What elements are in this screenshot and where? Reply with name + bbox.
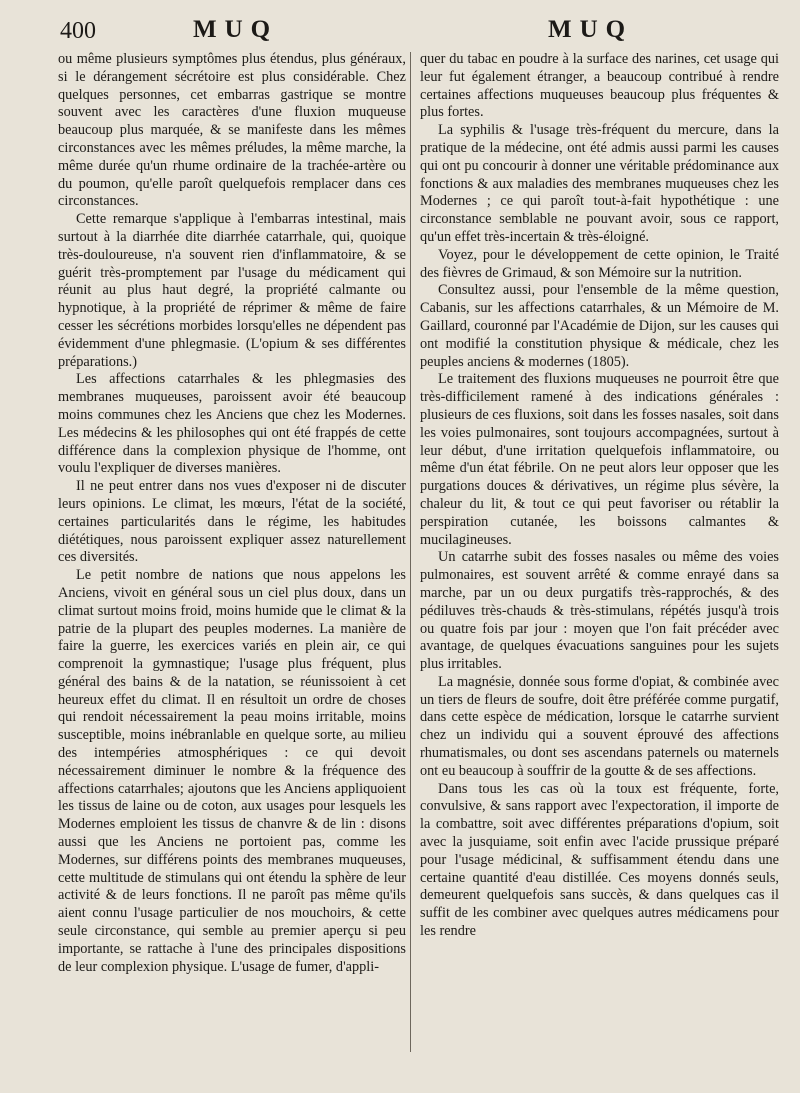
column-divider (410, 52, 411, 1052)
right-column (420, 51, 779, 941)
paragraph: Le petit nombre de nations que nous appelons les Anciens, vivoit en général sous un ciel plus doux, dans un climat surtout moins froid, moins humide que le climat & la patrie de la plupart des peuples modernes. La manière de faire la guerre, les exercices variés en plein air, ce qui comprenoit la gymnastique; l'usage plus fréquent, plus général des bains & de la natation, se réunissoient à cet heureux effet du climat. Il en résultoit un ordre de choses qui rendoit nécessairement la peau moins irritable, moins susceptible, moins inébranlable en quelque sorte, au milieu des intempéries atmosphériques : ce qui devoit nécessairement diminuer le nombre & la fréquence des affections catarrhales; ajoutons que les Anciens appliquoient les tissus de laine ou de coton, aux usages pour lesquels les Modernes emploient les tissus de chanvre & de lin : disons aussi que les Anciens ne portoient pas, comme les Modernes, sur différens points des membranes muqueuses, cette multitude de stimulans qui ont étendu la sphère de leur activité & de leurs fonctions. Il ne paroît pas même qu'ils aient connu l'usage particulier de nos mouchoirs, & cette seule circonstance, qui semble au premier aperçu si peu importante, se rattache à l'une des principales dispositions de leur complexion physique. L'usage de fumer, d'appli- (58, 567, 406, 975)
paragraph: Consultez aussi, pour l'ensemble de la même question, Cabanis, sur les affections catarrhales, & un Mémoire de M. Gaillard, couronné par l'Académie de Dijon, sur les causes qui ont modifié la constitution physique & médicale, chez les peuples anciens & modernes (1805). (420, 282, 779, 370)
left-column (58, 51, 406, 976)
paragraph: Voyez, pour le développement de cette opinion, le Traité des fièvres de Grimaud, & son Mémoire sur la nutrition. (420, 246, 779, 281)
paragraph: Cette remarque s'applique à l'embarras intestinal, mais surtout à la diarrhée dite diarrhée catarrhale, qui, quoique très-douloureuse, n'a souvent rien d'inflammatoire, & se guérit très-promptement par l'usage du médicament qui réunit au plus haut degré, la propriété calmante ou hypnotique, à la propriété de réprimer & même de faire cesser les sécrétions morbides lorsqu'elles ne dépendent pas évidemment d'une phlegmasie. (L'opium & ses différentes préparations.) (58, 211, 406, 370)
paragraph: Un catarrhe subit des fosses nasales ou même des voies pulmonaires, est souvent arrêté & comme enrayé dans sa marche, par un ou deux purgatifs très-rapprochés, & des pédiluves très-chauds & très-stimulans, répétés jusqu'à trois ou quatre fois par jour : moyen que l'on fait précéder avec avantage, de quelques évacuations sanguines pour les sujets plus irritables. (420, 549, 779, 673)
right-running-head: MUQ (548, 16, 634, 43)
paragraph: Dans tous les cas où la toux est fréquente, forte, convulsive, & sans rapport avec l'expectoration, il importe de la combattre, soit avec différentes préparations d'opium, soit avec la jusquiame, soit enfin avec l'acide prussique préparé pour l'usage médicinal, & suffisamment étendu dans une certaine quantité d'eau distillée. Ces moyens donnés seuls, demeurent quelquefois sans succès, & dans quelques cas il suffit de les combiner avec quelques autres médicamens pour les rendre (420, 780, 779, 940)
paragraph: Les affections catarrhales & les phlegmasies des membranes muqueuses, paroissent avoir été beaucoup moins communes chez les Anciens que chez les Modernes. Les médecins & les philosophes qui ont été frappés de cette différence dans la complexion physique de l'homme, ont voulu l'expliquer de diverses manières. (58, 371, 406, 477)
paragraph: ou même plusieurs symptômes plus étendus, plus généraux, si le dérangement sécrétoire est plus considérable. Chez quelques personnes, cet embarras gastrique se montre souvent avec les caractères d'une fluxion muqueuse beaucoup plus marquée, & se manifeste dans les mêmes circonstances avec les mêmes préludes, la même marche, la même durée qu'un rhume ordinaire de la trachée-artère ou du poumon, qu'elle paroît quelquefois remplacer dans ces circonstances. (58, 51, 406, 210)
page-number: 400 (60, 18, 96, 44)
left-running-head: MUQ (193, 16, 279, 43)
paragraph: La magnésie, donnée sous forme d'opiat, & combinée avec un tiers de fleurs de soufre, doit être préférée comme purgatif, dans cette espèce de médication, lorsque le catarrhe survient chez un individu qui a souvent éprouvé des affections rhumatismales, ou dont ses ascendans paternels ou maternels ont eu beaucoup à souffrir de la goutte & de ses affections. (420, 673, 779, 779)
paragraph: La syphilis & l'usage très-fréquent du mercure, dans la pratique de la médecine, ont été admis aussi parmi les causes qui ont pu concourir à donner une véritable prédominance aux fonctions & aux maladies des membranes muqueuses chez les Modernes ; ce qui paroît tout-à-fait hypothétique : une circonstance semblable ne pouvant avoir, sous ce rapport, qu'un effet très-incertain & très-éloigné. (420, 122, 779, 245)
paragraph: Le traitement des fluxions muqueuses ne pourroit être que très-difficilement ramené à des indications générales : plusieurs de ces fluxions, soit dans les fosses nasales, soit dans les voies pulmonaires, sont toujours accompagnées, surtout à leur début, d'une irritation quelquefois inflammatoire, ou même d'un état fébrile. On ne peut alors leur opposer que les purgations douces & dérivatives, un régime plus sévère, la chaleur du lit, & tout ce qui peut favoriser ou rétablir la perspiration cutanée, les boissons calmantes & mucilagineuses. (420, 371, 779, 548)
paragraph: Il ne peut entrer dans nos vues d'exposer ni de discuter leurs opinions. Le climat, les mœurs, l'état de la société, certaines particularités dans le régime, les habitudes diététiques, nous paroissent expliquer assez naturellement ces diversités. (58, 478, 406, 566)
paragraph: quer du tabac en poudre à la surface des narines, cet usage qui leur fut également étranger, a beaucoup contribué à rendre certaines affections muqueuses beaucoup plus fréquentes & plus fortes. (420, 51, 779, 121)
